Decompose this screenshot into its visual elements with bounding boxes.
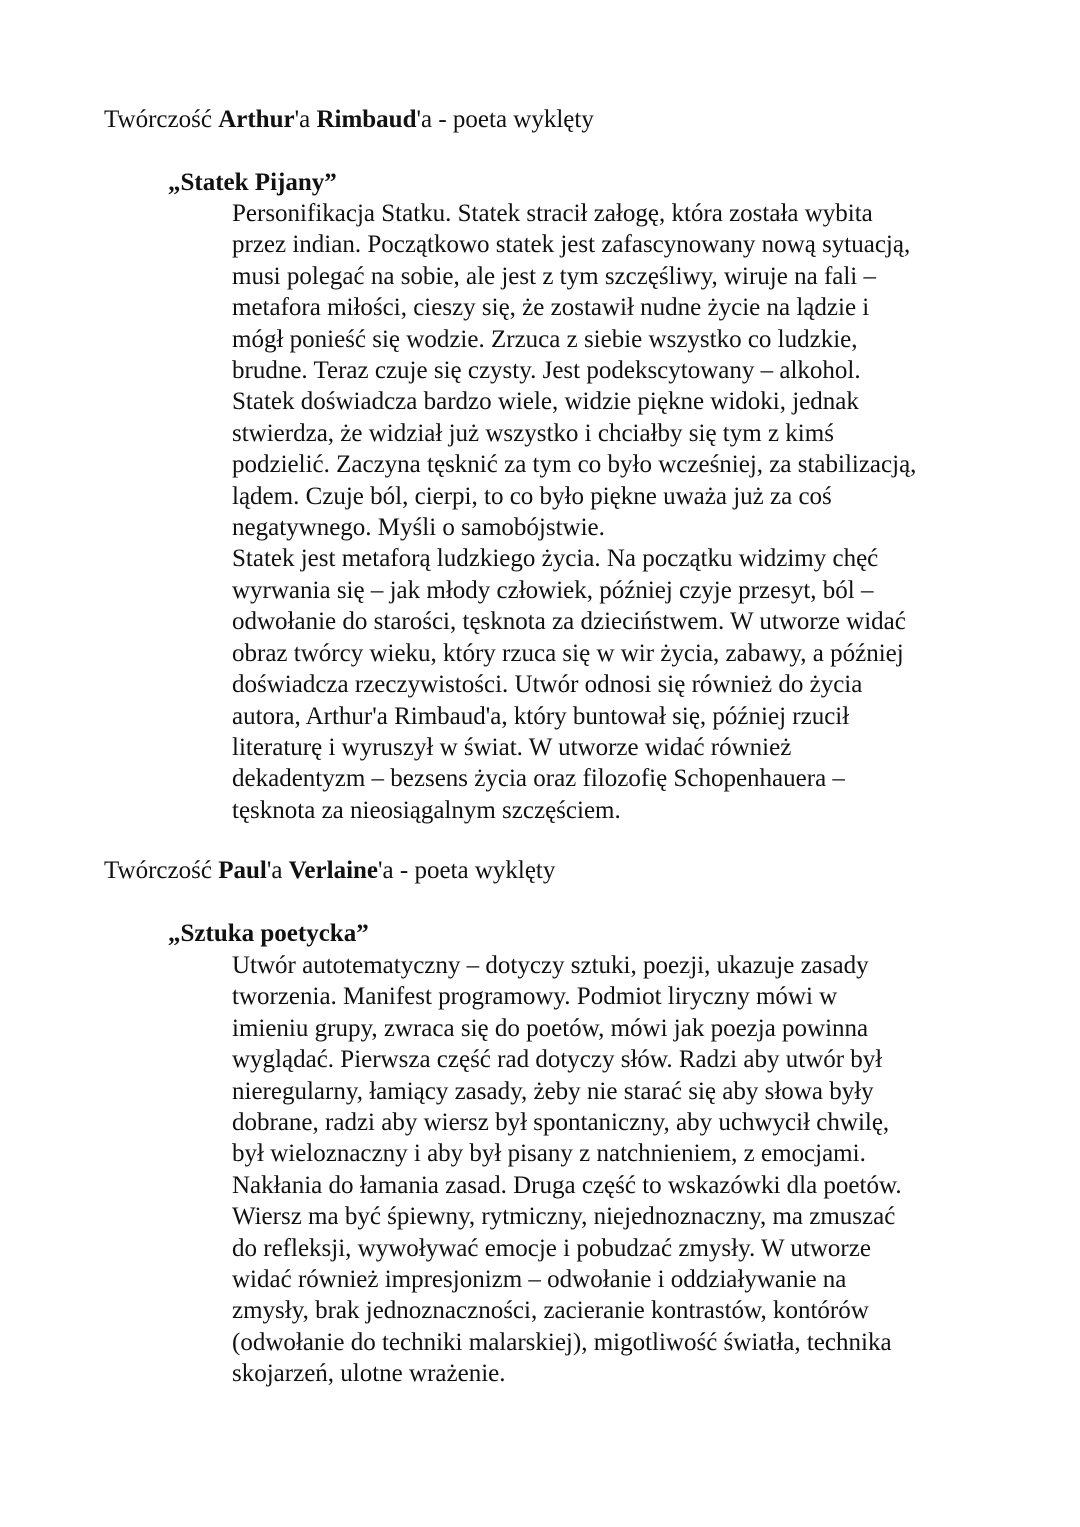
text-line: widać również impresjonizm – odwołanie i oddziaływanie na: [232, 1266, 847, 1294]
text-line: wyglądać. Pierwsza część rad dotyczy słów. Radzi aby utwór był: [232, 1046, 883, 1074]
section-heading-verlaine: [104, 855, 555, 887]
heading-apostrophe: 'a: [294, 106, 317, 133]
heading-prefix: Twórczość: [104, 106, 219, 133]
heading-prefix: Twórczość: [104, 857, 219, 884]
text-line: mógł ponieść się wodzie. Zrzuca z siebie wszystko co ludzkie,: [232, 325, 858, 353]
heading-suffix: 'a - poeta wyklęty: [378, 857, 556, 884]
section-heading-rimbaud: [104, 104, 594, 136]
author-first-name: Paul: [218, 857, 267, 884]
text-line: (odwołanie do techniki malarskiej), migotliwość światła, technika: [232, 1328, 892, 1356]
text-line: zmysły, brak jednoznaczności, zacieranie kontrastów, kontórów: [232, 1297, 869, 1325]
text-line: Statek jest metaforą ludzkiego życia. Na początku widzimy chęć: [232, 545, 879, 573]
work-title-statek-pijany: „Statek Pijany”: [168, 169, 337, 196]
text-line: Utwór autotematyczny – dotyczy sztuki, poezji, ukazuje zasady: [232, 952, 869, 979]
text-line: nieregularny, łamiący zasady, żeby nie starać się aby słowa były: [232, 1077, 874, 1105]
text-line: doświadcza rzeczywistości. Utwór odnosi się również do życia: [232, 671, 863, 699]
text-line: wyrwania się – jak młody człowiek, później czyje przesyt, ból –: [232, 576, 874, 604]
text-line: stwierdza, że widział już wszystko i chciałby się tym z kimś: [232, 419, 834, 447]
work-description-statek-pijany: [232, 198, 916, 826]
text-line: dobrane, radzi aby wiersz był spontaniczny, aby uchwycił chwilę,: [232, 1109, 890, 1137]
author-last-name: Rimbaud: [316, 106, 417, 133]
author-last-name: Verlaine: [288, 857, 379, 884]
text-line: był wieloznaczny i aby był pisany z natchnieniem, z emocjami.: [232, 1140, 866, 1168]
text-line: tworzenia. Manifest programowy. Podmiot liryczny mówi w: [232, 983, 838, 1011]
heading-suffix: 'a - poeta wyklęty: [416, 106, 594, 133]
text-line: tęsknota za nieosiągalnym szczęściem.: [232, 796, 621, 824]
author-first-name: Arthur: [218, 106, 295, 133]
text-line: metafora miłości, cieszy się, że zostawił nudne życie na lądzie i: [232, 294, 870, 322]
text-line: Statek doświadcza bardzo wiele, widzie piękne widoki, jednak: [232, 388, 859, 416]
text-line: negatywnego. Myśli o samobójstwie.: [232, 514, 605, 542]
text-line: imieniu grupy, zwraca się do poetów, mówi jak poezja powinna: [232, 1014, 869, 1042]
text-line: literaturę i wyruszył w świat. W utworze widać również: [232, 733, 792, 761]
text-line: obraz twórcy wieku, który rzuca się w wir życia, zabawy, a później: [232, 639, 904, 667]
text-line: skojarzeń, ulotne wrażenie.: [232, 1360, 506, 1388]
text-line: Personifikacja Statku. Statek stracił załogę, która została wybita: [232, 200, 873, 227]
text-line: podzielić. Zaczyna tęsknić za tym co było wcześniej, za stabilizacją,: [232, 451, 917, 479]
text-line: odwołanie do starości, tęsknota za dzieciństwem. W utworze widać: [232, 608, 906, 636]
text-line: lądem. Czuje ból, cierpi, to co było piękne uważa już za coś: [232, 482, 832, 510]
work-description-sztuka-poetycka: [232, 950, 902, 1390]
text-line: brudne. Teraz czuje się czysty. Jest podekscytowany – alkohol.: [232, 357, 861, 385]
text-line: przez indian. Początkowo statek jest zafascynowany nową sytuacją,: [232, 231, 911, 259]
heading-apostrophe: 'a: [266, 857, 289, 884]
text-line: autora, Arthur'a Rimbaud'a, który buntował się, później rzucił: [232, 702, 850, 730]
text-line: dekadentyzm – bezsens życia oraz filozofię Schopenhauera –: [232, 765, 845, 793]
work-title-sztuka-poetycka: „Sztuka poetycka”: [168, 920, 369, 947]
text-line: Wiersz ma być śpiewny, rytmiczny, niejednoznaczny, ma zmuszać: [232, 1203, 896, 1231]
text-line: do refleksji, wywoływać emocje i pobudzać zmysły. W utworze: [232, 1234, 871, 1262]
text-line: Nakłania do łamania zasad. Druga część to wskazówki dla poetów.: [232, 1171, 902, 1199]
text-line: musi polegać na sobie, ale jest z tym szczęśliwy, wiruje na fali –: [232, 262, 877, 290]
